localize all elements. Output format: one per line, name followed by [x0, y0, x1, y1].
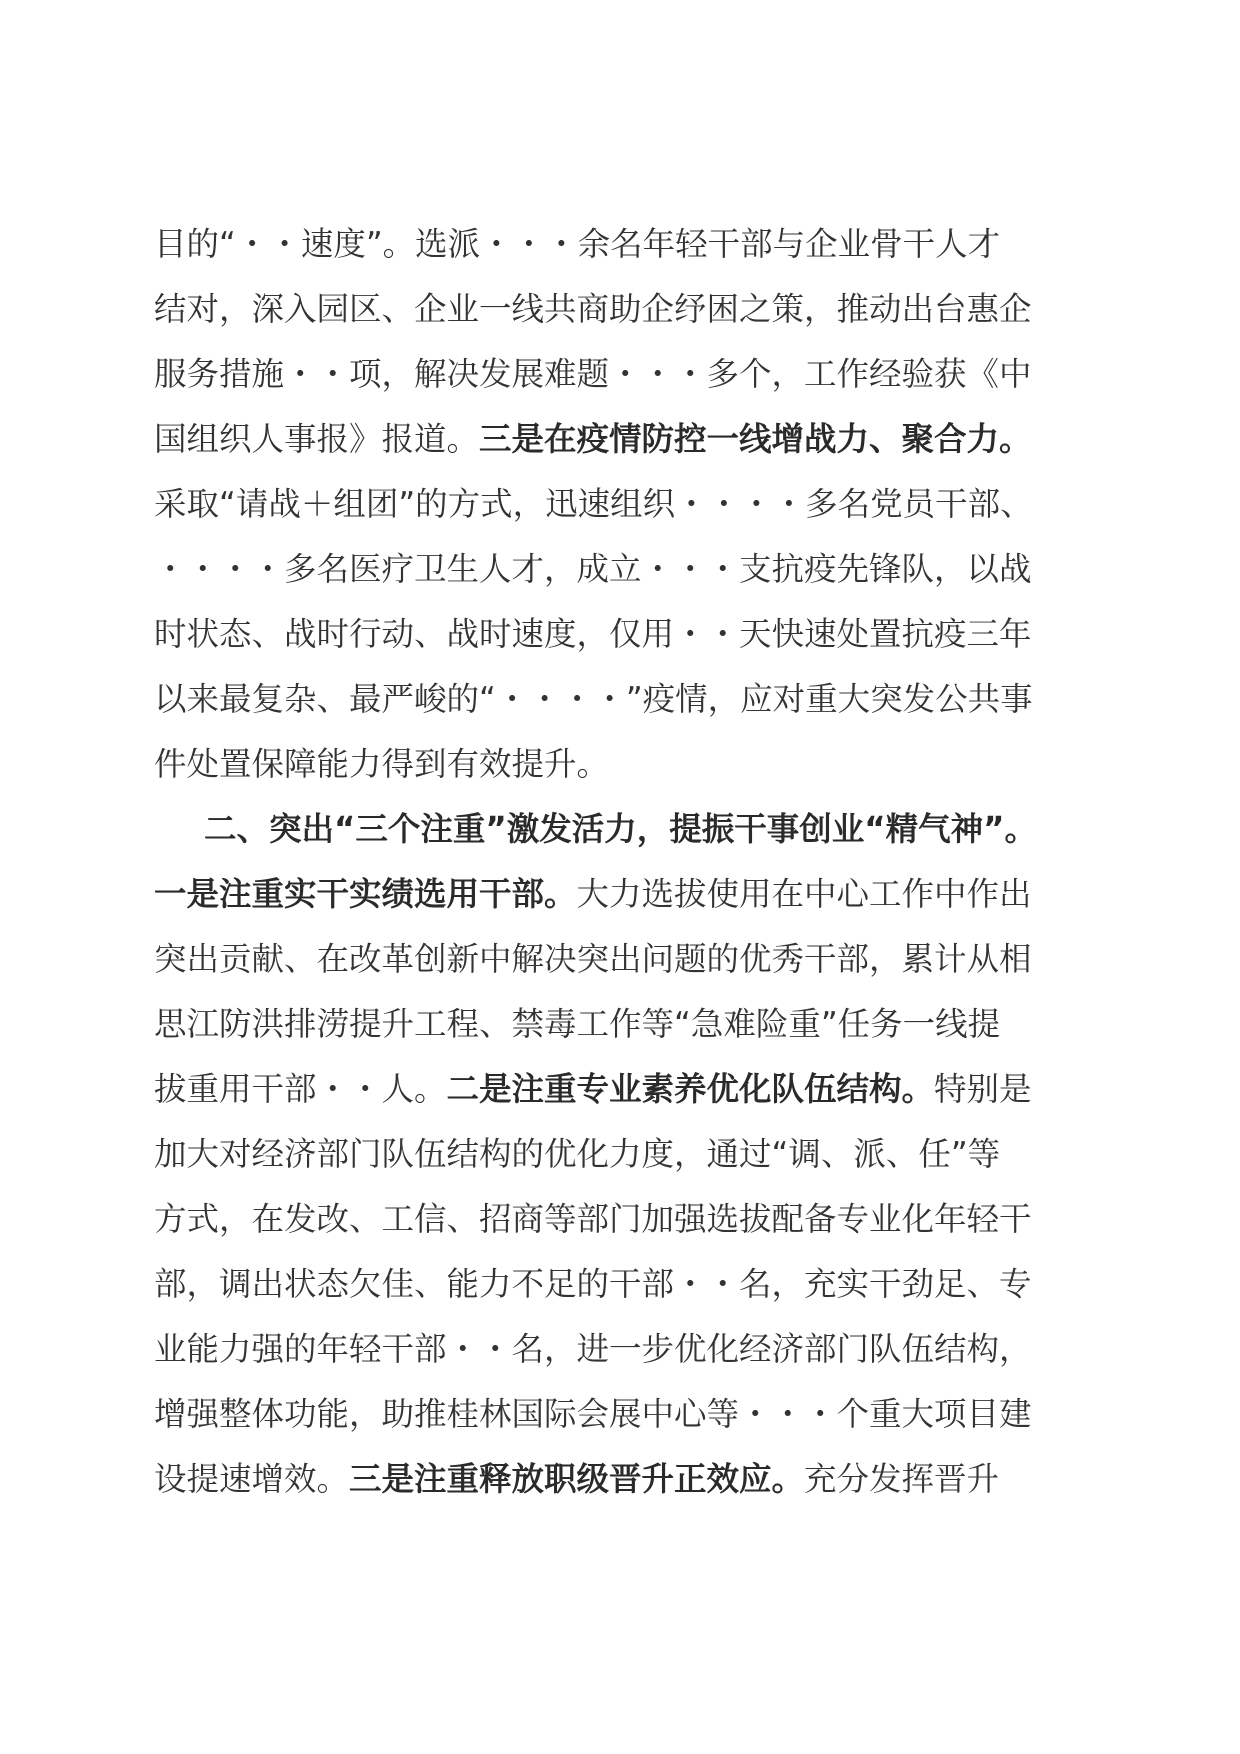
text-segment: 突出贡献、在改革创新中解决突出问题的优秀干部，累计从相 — [154, 940, 1032, 978]
text-segment: 充分发挥晋升 — [804, 1460, 1000, 1498]
text-segment: ・・・・多名医疗卫生人才，成立・・・支抗疫先锋队，以战 — [154, 550, 1032, 588]
bold-heading-segment: 三是在疫情防控一线增战力、聚合力。 — [479, 420, 1032, 458]
text-segment: 目的“・・速度”。选派・・・余名年轻干部与企业骨干人才 — [154, 225, 1001, 263]
text-line — [154, 667, 1094, 732]
text-segment: 增强整体功能，助推桂林国际会展中心等・・・个重大项目建 — [154, 1395, 1032, 1433]
text-segment: 时状态、战时行动、战时速度，仅用・・天快速处置抗疫三年 — [154, 615, 1032, 653]
text-line — [154, 212, 1094, 277]
text-line — [154, 1447, 1094, 1512]
text-segment: 特别是 — [934, 1070, 1032, 1108]
text-line — [154, 927, 1094, 992]
text-line — [154, 1317, 1094, 1382]
text-segment: 思江防洪排涝提升工程、禁毒工作等“急难险重”任务一线提 — [154, 1005, 1001, 1043]
bold-heading-segment: 三是注重释放职级晋升正效应。 — [349, 1460, 805, 1498]
text-line — [154, 342, 1094, 407]
text-segment: 采取“请战＋组团”的方式，迅速组织・・・・多名党员干部、 — [154, 485, 1033, 523]
text-segment: 国组织人事报》报道。 — [154, 420, 480, 458]
text-line — [154, 537, 1094, 602]
text-segment: 大力选拔使用在中心工作中作出 — [576, 875, 1032, 913]
bold-heading-segment: 二是注重专业素养优化队伍结构。 — [446, 1070, 935, 1108]
text-line — [154, 1122, 1094, 1187]
section-heading-line — [154, 797, 1094, 862]
text-segment: 加大对经济部门队伍结构的优化力度，通过“调、派、任”等 — [154, 1135, 1001, 1173]
text-line — [154, 862, 1094, 927]
text-line — [154, 1057, 1094, 1122]
text-segment: 服务措施・・项，解决发展难题・・・多个，工作经验获《中 — [154, 355, 1032, 393]
text-line — [154, 732, 1094, 797]
text-line — [154, 277, 1094, 342]
text-segment: 设提速增效。 — [154, 1460, 350, 1498]
bold-heading-segment: 一是注重实干实绩选用干部。 — [154, 875, 577, 913]
text-line — [154, 1252, 1094, 1317]
text-segment: 方式，在发改、工信、招商等部门加强选拔配备专业化年轻干 — [154, 1200, 1032, 1238]
text-segment: 结对，深入园区、企业一线共商助企纾困之策，推动出台惠企 — [154, 290, 1032, 328]
text-line — [154, 472, 1094, 537]
text-segment: 部，调出状态欠佳、能力不足的干部・・名，充实干劲足、专 — [154, 1265, 1032, 1303]
text-segment: 件处置保障能力得到有效提升。 — [154, 745, 610, 783]
text-segment: 拔重用干部・・人。 — [154, 1070, 447, 1108]
text-line — [154, 407, 1094, 472]
document-body — [154, 212, 1094, 1512]
text-line — [154, 602, 1094, 667]
text-line — [154, 1187, 1094, 1252]
text-segment: 业能力强的年轻干部・・名，进一步优化经济部门队伍结构， — [154, 1330, 1032, 1368]
section-heading: 二、突出“三个注重”激发活力，提振干事创业“精气神”。 — [204, 810, 1037, 848]
text-segment: 以来最复杂、最严峻的“・・・・”疫情，应对重大突发公共事 — [154, 680, 1033, 718]
text-line — [154, 1382, 1094, 1447]
text-line — [154, 992, 1094, 1057]
